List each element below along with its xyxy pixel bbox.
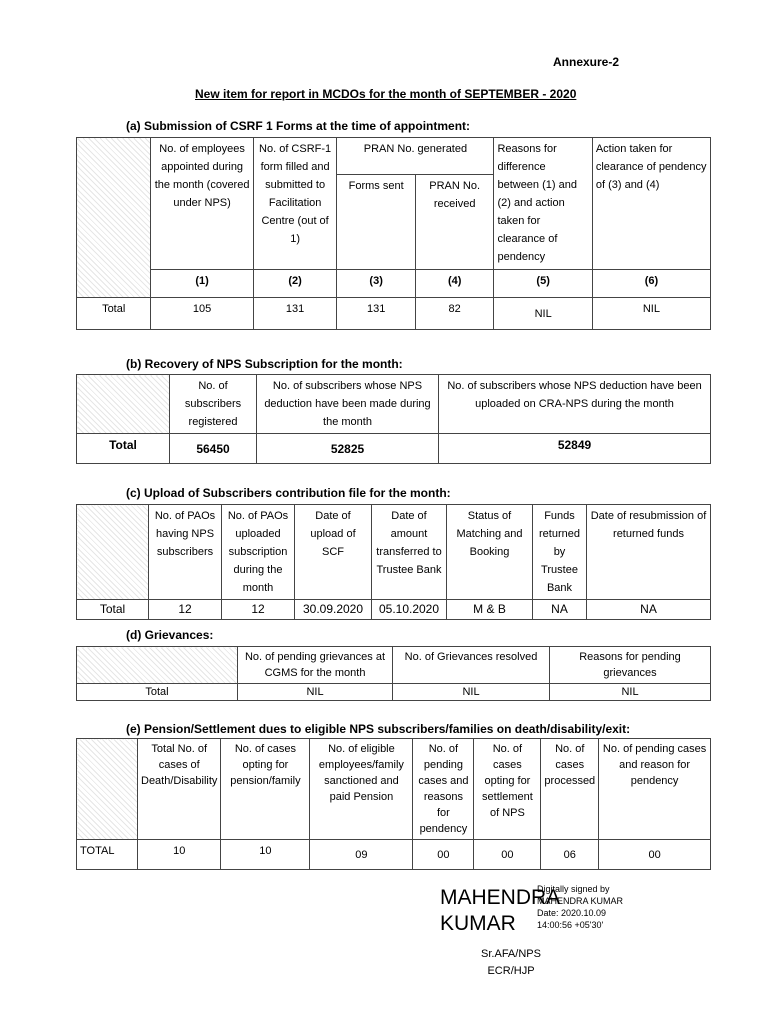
table-cell: NIL <box>550 684 711 701</box>
header-cell: No. of cases opting for pension/family <box>221 739 310 840</box>
row-label: Total <box>77 434 170 464</box>
column-number: (3) <box>337 270 415 298</box>
header-cell: No. of subscribers whose NPS deduction have been made during the month <box>257 375 439 434</box>
table-cell: 52849 <box>439 434 711 464</box>
blank-cell <box>77 647 238 684</box>
table-cell: NIL <box>494 298 592 330</box>
section-d-heading: (d) Grievances: <box>126 628 214 642</box>
table-cell: NIL <box>238 684 393 701</box>
header-cell: Total No. of cases of Death/Disability <box>138 739 221 840</box>
section-d-table <box>76 646 711 701</box>
table-cell: 10 <box>138 840 221 870</box>
page-title: New item for report in MCDOs for the month of SEPTEMBER - 2020 <box>195 87 577 101</box>
table-row <box>77 840 711 870</box>
header-cell: PRAN No. generated <box>337 138 494 175</box>
column-number: (6) <box>592 270 710 298</box>
header-cell: No. of pending grievances at CGMS for the month <box>238 647 393 684</box>
table-row <box>77 434 711 464</box>
table-row <box>77 684 711 701</box>
table-cell: NA <box>587 600 711 620</box>
column-number: (2) <box>253 270 337 298</box>
table-row <box>77 298 711 330</box>
header-cell: No. of cases processed <box>541 739 599 840</box>
header-cell: No. of eligible employees/family sanctioned and paid Pension <box>310 739 413 840</box>
digital-signature-details: Digitally signed by MAHENDRA KUMAR Date: 2020.10.09 14:00:56 +05'30' <box>537 884 624 930</box>
table-cell: 131 <box>337 298 415 330</box>
section-e-table <box>76 738 711 870</box>
table-cell: 131 <box>253 298 337 330</box>
header-cell: Date of upload of SCF <box>295 505 372 600</box>
header-cell: Reasons for difference between (1) and (2) and action taken for clearance of pendency <box>494 138 592 270</box>
column-number: (4) <box>415 270 494 298</box>
table-cell: 05.10.2020 <box>372 600 447 620</box>
table-cell: 12 <box>149 600 222 620</box>
table-cell: 00 <box>474 840 541 870</box>
blank-cell <box>77 739 138 840</box>
table-cell: 00 <box>413 840 474 870</box>
table-cell: 09 <box>310 840 413 870</box>
blank-cell <box>77 375 170 434</box>
section-a-table <box>76 137 711 330</box>
header-cell: No. of pending cases and reasons for pendency <box>413 739 474 840</box>
table-cell: NIL <box>393 684 550 701</box>
section-a-heading: (a) Submission of CSRF 1 Forms at the time of appointment: <box>126 119 471 133</box>
row-label: Total <box>77 600 149 620</box>
column-number: (1) <box>151 270 253 298</box>
section-c-table <box>76 504 711 620</box>
header-cell: Action taken for clearance of pendency of (3) and (4) <box>592 138 710 270</box>
header-cell: No. of PAOs uploaded subscription during the month <box>222 505 295 600</box>
table-cell: 30.09.2020 <box>295 600 372 620</box>
digital-signature-name: MAHENDRA KUMAR <box>440 886 560 935</box>
header-cell: Forms sent <box>337 175 415 270</box>
header-cell: Date of resubmission of returned funds <box>587 505 711 600</box>
column-number: (5) <box>494 270 592 298</box>
table-cell: 52825 <box>257 434 439 464</box>
header-cell: No. of subscribers registered <box>170 375 257 434</box>
signatory-designation-block <box>476 946 546 980</box>
table-row <box>77 600 711 620</box>
table-cell: 105 <box>151 298 253 330</box>
row-label: Total <box>77 298 151 330</box>
header-cell: No. of CSRF-1 form filled and submitted to Facilitation Centre (out of 1) <box>253 138 337 270</box>
table-cell: NA <box>533 600 587 620</box>
header-cell: No. of PAOs having NPS subscribers <box>149 505 222 600</box>
section-e-heading: (e) Pension/Settlement dues to eligible NPS subscribers/families on death/disability/exit: <box>126 722 631 736</box>
signatory-designation: Sr.AFA/NPS <box>481 948 541 960</box>
table-cell: 06 <box>541 840 599 870</box>
table-cell: 82 <box>415 298 494 330</box>
blank-cell <box>77 505 149 600</box>
header-cell: No. of pending cases and reason for pendency <box>599 739 711 840</box>
row-label: Total <box>77 684 238 701</box>
table-cell: 00 <box>599 840 711 870</box>
section-b-heading: (b) Recovery of NPS Subscription for the month: <box>126 357 403 371</box>
header-cell: PRAN No. received <box>415 175 494 270</box>
section-c-heading: (c) Upload of Subscribers contribution file for the month: <box>126 486 451 500</box>
row-label: TOTAL <box>77 840 138 870</box>
header-cell: Reasons for pending grievances <box>550 647 711 684</box>
header-cell: Date of amount transferred to Trustee Bank <box>372 505 447 600</box>
header-cell: No. of Grievances resolved <box>393 647 550 684</box>
signatory-office: ECR/HJP <box>487 965 535 977</box>
table-cell: 56450 <box>170 434 257 464</box>
header-cell: No. of cases opting for settlement of NPS <box>474 739 541 840</box>
blank-cell <box>77 138 151 298</box>
annexure-label: Annexure-2 <box>553 55 620 69</box>
header-cell: No. of employees appointed during the month (covered under NPS) <box>151 138 253 270</box>
header-cell: No. of subscribers whose NPS deduction have been uploaded on CRA-NPS during the month <box>439 375 711 434</box>
table-cell: 12 <box>222 600 295 620</box>
table-cell: NIL <box>592 298 710 330</box>
header-cell: Funds returned by Trustee Bank <box>533 505 587 600</box>
section-b-table <box>76 374 711 464</box>
table-cell: 10 <box>221 840 310 870</box>
table-cell: M & B <box>447 600 533 620</box>
header-cell: Status of Matching and Booking <box>447 505 533 600</box>
